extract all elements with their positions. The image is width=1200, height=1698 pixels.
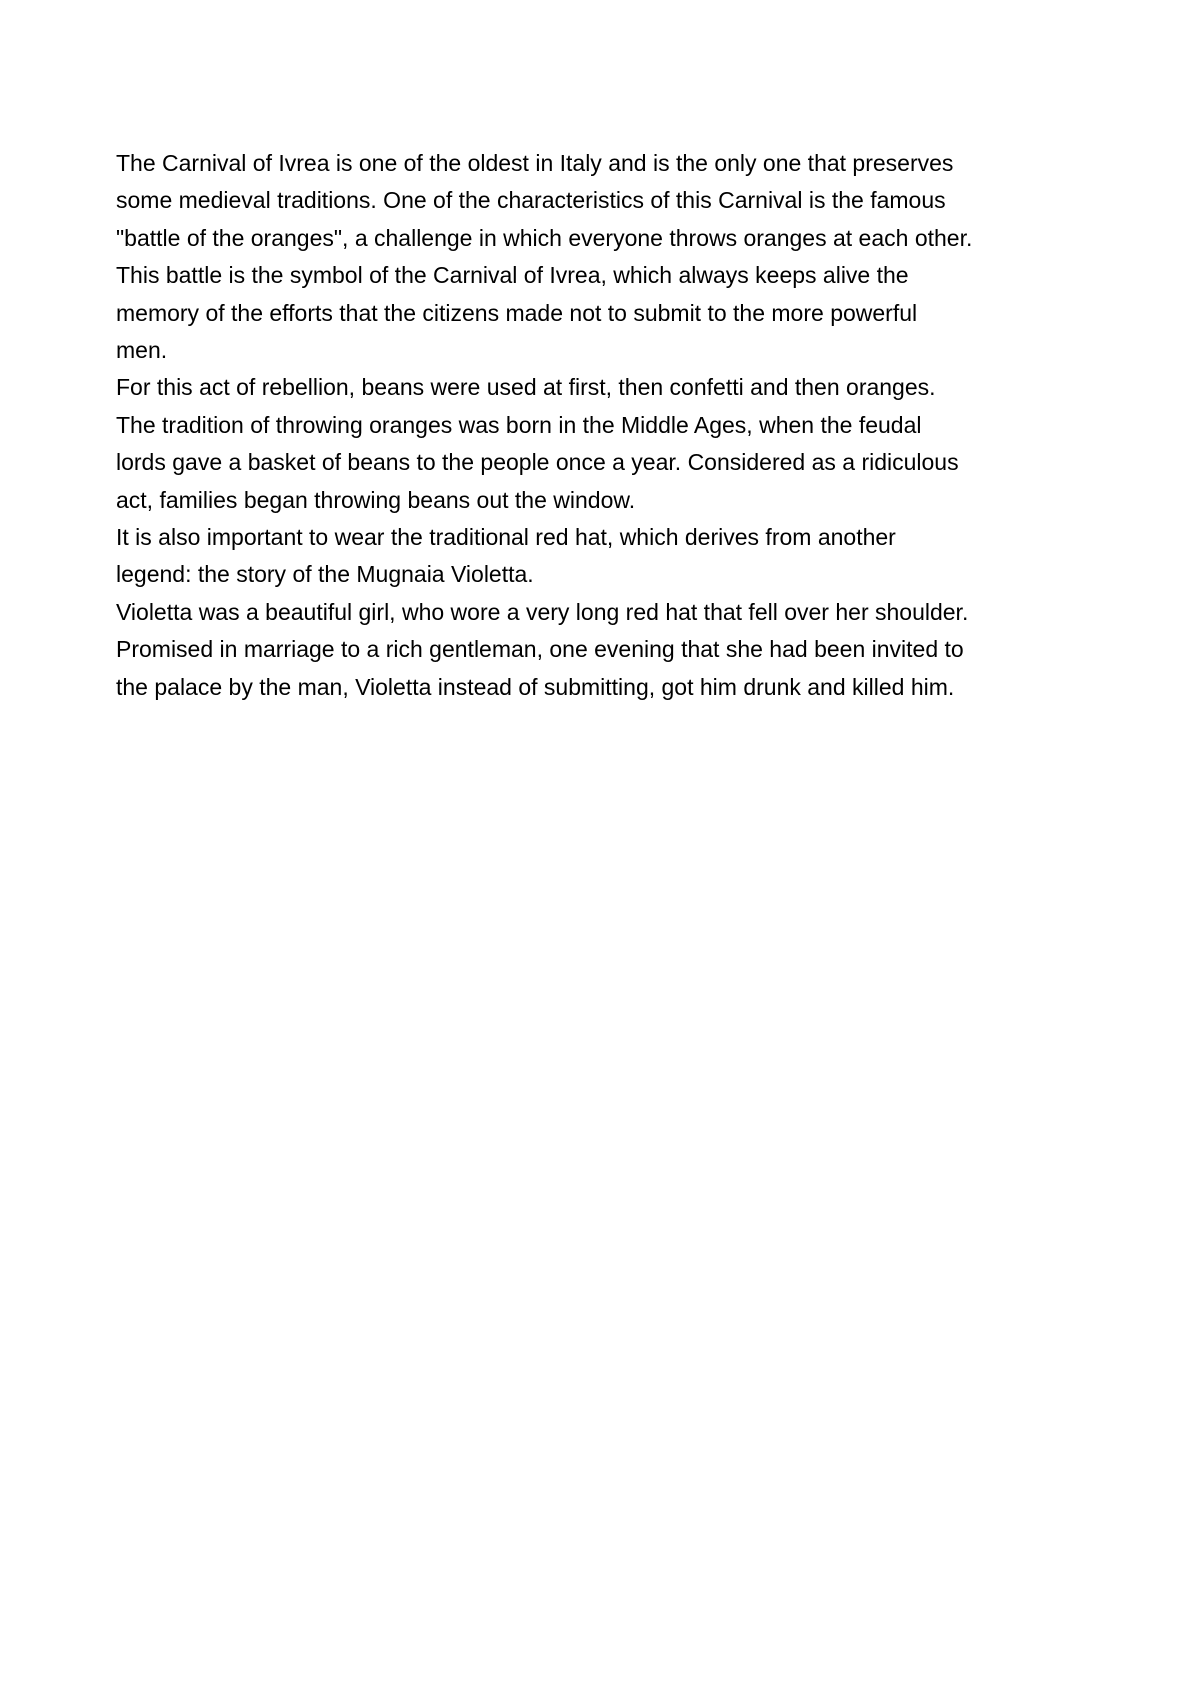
text-line: The Carnival of Ivrea is one of the oldest in Italy and is the only one that preserves [116, 150, 954, 176]
text-line: lords gave a basket of beans to the people once a year. Considered as a ridiculous [116, 449, 959, 476]
text-line: The tradition of throwing oranges was born in the Middle Ages, when the feudal [116, 411, 922, 438]
text-line: legend: the story of the Mugnaia Violetta. [116, 561, 534, 588]
text-line: men. [116, 337, 168, 364]
text-line: Violetta was a beautiful girl, who wore a very long red hat that fell over her shoulder. [116, 598, 969, 625]
text-line: "battle of the oranges", a challenge in which everyone throws oranges at each other. [116, 224, 973, 251]
text-line: act, families began throwing beans out the window. [116, 486, 636, 513]
body-text [116, 145, 1116, 706]
text-line: memory of the efforts that the citizens made not to submit to the more powerful [116, 299, 918, 326]
text-line: This battle is the symbol of the Carnival of Ivrea, which always keeps alive the [116, 262, 909, 289]
text-line: It is also important to wear the traditional red hat, which derives from another [116, 524, 896, 551]
text-line: some medieval traditions. One of the characteristics of this Carnival is the famous [116, 187, 946, 214]
text-line: For this act of rebellion, beans were used at first, then confetti and then oranges. [116, 374, 936, 401]
text-line: the palace by the man, Violetta instead of submitting, got him drunk and killed him. [116, 673, 955, 700]
text-line: Promised in marriage to a rich gentleman, one evening that she had been invited to [116, 636, 964, 663]
